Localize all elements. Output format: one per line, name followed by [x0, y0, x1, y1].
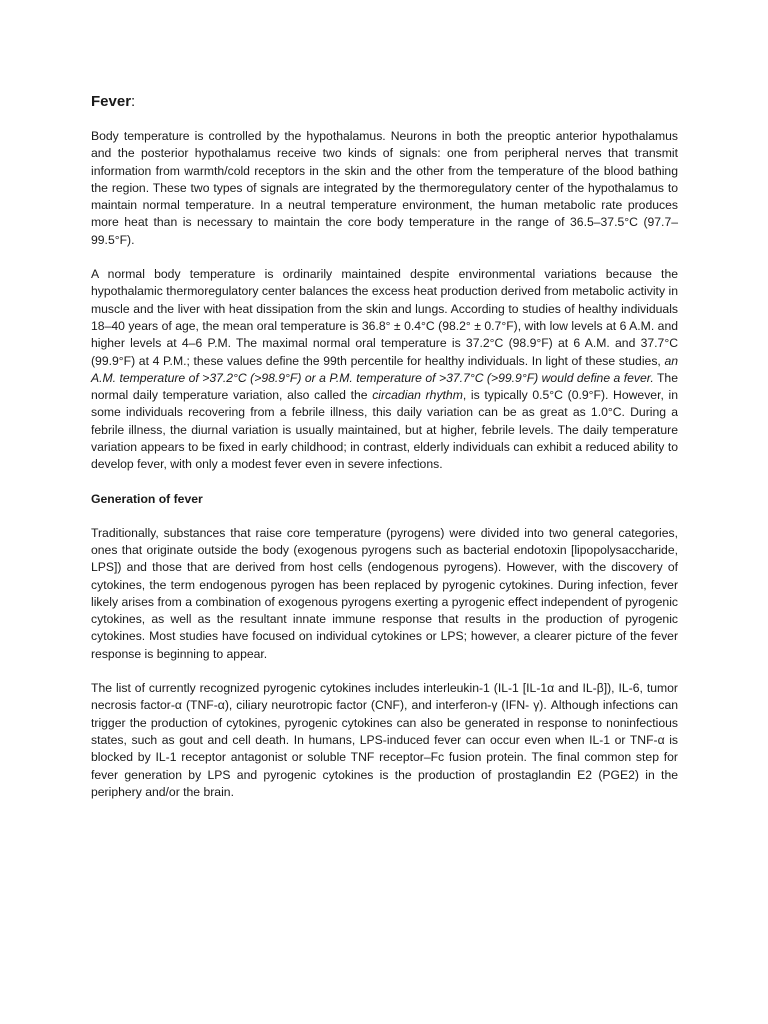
page-title [91, 92, 678, 112]
paragraph-2-part-e: , is typically 0.5°C (0.9°F). However, in some individuals recovering from a febrile illness, this daily variation can be as great as 1.0°C. During a febrile illness, the diurnal variation is usually maintained, but at higher, febrile levels. The daily temperature variation appears to be fixed in early childhood; in contrast, elderly individuals can exhibit a reduced ability to develop fever, with only a modest fever even in severe infections. [91, 388, 678, 472]
title-text: Fever [91, 93, 132, 110]
section-heading: Generation of fever [91, 491, 203, 506]
paragraph-4: The list of currently recognized pyrogenic cytokines includes interleukin-1 (IL-1 [IL-1α and IL-β]), IL-6, tumor necrosis factor-α (TNF-α), ciliary neurotropic factor (CNF), and interferon-γ (IFN- γ). Although infections can trigger the production of cytokines, pyrogenic cytokines can also be generated in response to noninfectious states, such as gout and cell death. In humans, LPS-induced fever can occur even when IL-1 or TNF-α is blocked by IL-1 receptor antagonist or soluble TNF receptor–Fc fusion protein. The final common step for fever generation by LPS and pyrogenic cytokines is the production of prostaglandin E2 (PGE2) in the periphery and/or the brain. [91, 681, 678, 799]
circadian-rhythm-italic: circadian rhythm [372, 388, 463, 403]
fever-definition-italic: an A.M. temperature of >37.2°C (>98.9°F) or a P.M. temperature of >37.7°C (>99.9°F) would define a fever. [91, 353, 678, 385]
paragraph-2 [91, 266, 678, 474]
paragraph-2-part-a: A normal body temperature is ordinarily maintained despite environmental variations because the hypothalamic thermoregulatory center balances the excess heat production derived from metabolic activity in muscle and the liver with heat dissipation from the skin and lungs. According to studies of healthy individuals 18–40 years of age, the mean oral temperature is 36.8° ± 0.4°C (98.2° ± 0.7°F), with low levels at 6 A.M. and higher levels at 4–6 P.M. The maximal normal oral temperature is 37.2°C (98.9°F) at 6 A.M. and 37.7°C (99.9°F) at 4 P.M.; these values define the 99th percentile for healthy individuals. In light of these studies, [91, 267, 678, 368]
title-colon: : [131, 93, 136, 110]
paragraph-1: Body temperature is controlled by the hypothalamus. Neurons in both the preoptic anterior hypothalamus and the posterior hypothalamus receive two kinds of signals: one from peripheral nerves that transmit information from warmth/cold receptors in the skin and the other from the temperature of the blood bathing the region. These two types of signals are integrated by the thermoregulatory center of the hypothalamus to maintain normal temperature. In a neutral temperature environment, the human metabolic rate produces more heat than is necessary to maintain the core body temperature in the range of 36.5–37.5°C (97.7–99.5°F). [91, 129, 678, 247]
paragraph-2-part-c: The normal daily temperature variation, also called the [91, 370, 678, 403]
paragraph-3: Traditionally, substances that raise core temperature (pyrogens) were divided into two general categories, ones that originate outside the body (exogenous pyrogens such as bacterial endotoxin [lipopolysaccharide, LPS]) and those that are derived from host cells (endogenous pyrogens). However, with the discovery of cytokines, the term endogenous pyrogen has been replaced by pyrogenic cytokines. During infection, fever likely arises from a combination of exogenous pyrogens exerting a pyrogenic effect independent of pyrogenic cytokines, as well as the resultant innate immune response that results in the production of pyrogenic cytokines. Most studies have focused on individual cytokines or LPS; however, a clearer picture of the fever response is beginning to appear. [91, 525, 678, 661]
